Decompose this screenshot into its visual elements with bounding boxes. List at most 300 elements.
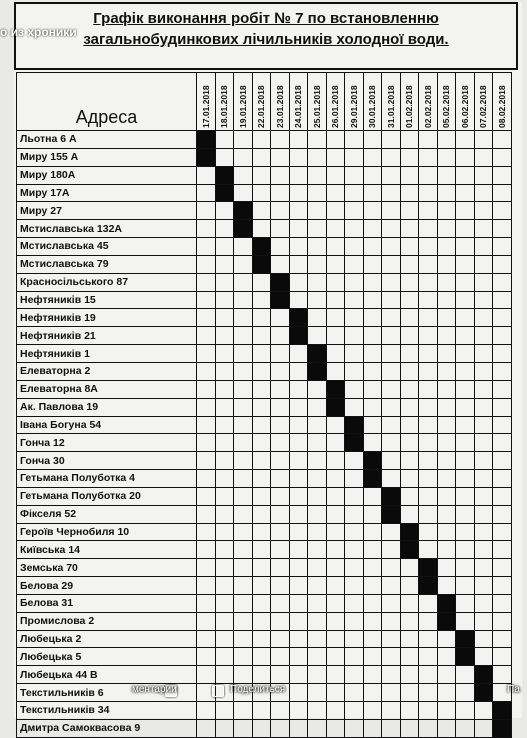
empty-day-cell [308,416,327,434]
empty-day-cell [289,238,308,256]
empty-day-cell [419,220,438,238]
date-label: 25.01.2018 [311,85,322,128]
empty-day-cell [419,487,438,505]
empty-day-cell [326,327,345,345]
empty-day-cell [474,131,493,149]
empty-day-cell [437,273,456,291]
empty-day-cell [215,238,234,256]
empty-day-cell [437,630,456,648]
empty-day-cell [456,541,475,559]
empty-day-cell [234,612,253,630]
empty-day-cell [419,238,438,256]
empty-day-cell [271,630,290,648]
empty-day-cell [289,702,308,720]
date-column-header [308,73,327,131]
date-label: 17.01.2018 [200,85,211,128]
empty-day-cell [326,238,345,256]
empty-day-cell [363,220,382,238]
empty-day-cell [363,309,382,327]
empty-day-cell [400,434,419,452]
empty-day-cell [215,309,234,327]
empty-day-cell [326,148,345,166]
empty-day-cell [197,220,216,238]
scheduled-day-cell [308,362,327,380]
empty-day-cell [271,220,290,238]
empty-day-cell [252,559,271,577]
empty-day-cell [363,255,382,273]
empty-day-cell [197,487,216,505]
empty-day-cell [345,452,364,470]
scheduled-day-cell [252,255,271,273]
empty-day-cell [419,309,438,327]
address-cell: Мстиславська 79 [17,255,197,273]
empty-day-cell [252,434,271,452]
empty-day-cell [252,505,271,523]
empty-day-cell [493,327,512,345]
empty-day-cell [437,345,456,363]
empty-day-cell [493,148,512,166]
empty-day-cell [289,291,308,309]
empty-day-cell [419,362,438,380]
edge-label[interactable]: Па [507,684,520,695]
empty-day-cell [382,255,401,273]
empty-day-cell [271,184,290,202]
empty-day-cell [456,309,475,327]
table-row [17,220,512,238]
empty-day-cell [326,666,345,684]
empty-day-cell [493,559,512,577]
empty-day-cell [197,238,216,256]
scheduled-day-cell [215,184,234,202]
empty-day-cell [308,255,327,273]
empty-day-cell [252,648,271,666]
empty-day-cell [437,505,456,523]
date-label: 31.01.2018 [385,85,396,128]
empty-day-cell [345,559,364,577]
empty-day-cell [419,184,438,202]
empty-day-cell [308,220,327,238]
scheduled-day-cell [345,416,364,434]
empty-day-cell [289,255,308,273]
scheduled-day-cell [215,166,234,184]
address-cell: Київська 14 [17,541,197,559]
empty-day-cell [474,380,493,398]
empty-day-cell [493,255,512,273]
empty-day-cell [493,666,512,684]
empty-day-cell [215,452,234,470]
empty-day-cell [289,577,308,595]
empty-day-cell [456,362,475,380]
empty-day-cell [234,594,253,612]
empty-day-cell [419,255,438,273]
empty-day-cell [215,612,234,630]
scheduled-day-cell [326,398,345,416]
empty-day-cell [345,684,364,702]
empty-day-cell [456,594,475,612]
scheduled-day-cell [437,612,456,630]
empty-day-cell [234,470,253,488]
empty-day-cell [215,702,234,720]
empty-day-cell [382,166,401,184]
empty-day-cell [419,452,438,470]
empty-day-cell [252,148,271,166]
empty-day-cell [271,148,290,166]
date-column-header [400,73,419,131]
empty-day-cell [400,345,419,363]
empty-day-cell [474,220,493,238]
empty-day-cell [456,719,475,737]
date-label: 08.02.2018 [496,85,507,128]
empty-day-cell [308,630,327,648]
empty-day-cell [400,362,419,380]
scheduled-day-cell [252,238,271,256]
empty-day-cell [271,434,290,452]
table-row [17,684,512,702]
empty-day-cell [326,684,345,702]
address-cell: Нефтяників 1 [17,345,197,363]
empty-day-cell [308,166,327,184]
empty-day-cell [493,273,512,291]
address-cell: Миру 155 А [17,148,197,166]
empty-day-cell [252,684,271,702]
empty-day-cell [474,470,493,488]
empty-day-cell [382,452,401,470]
empty-day-cell [215,202,234,220]
empty-day-cell [400,131,419,149]
empty-day-cell [197,255,216,273]
date-column-header [474,73,493,131]
empty-day-cell [308,612,327,630]
table-row [17,273,512,291]
empty-day-cell [382,238,401,256]
empty-day-cell [456,416,475,434]
empty-day-cell [493,648,512,666]
date-label: 06.02.2018 [459,85,470,128]
empty-day-cell [474,648,493,666]
empty-day-cell [234,148,253,166]
address-cell: Белова 31 [17,594,197,612]
empty-day-cell [400,309,419,327]
date-column-header [382,73,401,131]
empty-day-cell [437,309,456,327]
empty-day-cell [234,327,253,345]
empty-day-cell [493,523,512,541]
empty-day-cell [400,291,419,309]
empty-day-cell [345,166,364,184]
empty-day-cell [271,523,290,541]
empty-day-cell [363,148,382,166]
empty-day-cell [252,487,271,505]
empty-day-cell [271,470,290,488]
empty-day-cell [437,362,456,380]
empty-day-cell [252,719,271,737]
empty-day-cell [234,291,253,309]
empty-day-cell [419,291,438,309]
empty-day-cell [437,327,456,345]
empty-day-cell [252,398,271,416]
empty-day-cell [345,131,364,149]
empty-day-cell [308,184,327,202]
empty-day-cell [252,184,271,202]
empty-day-cell [400,719,419,737]
empty-day-cell [197,202,216,220]
empty-day-cell [363,416,382,434]
schedule-sheet [14,2,522,735]
empty-day-cell [400,577,419,595]
empty-day-cell [289,470,308,488]
empty-day-cell [493,452,512,470]
empty-day-cell [252,452,271,470]
empty-day-cell [252,273,271,291]
empty-day-cell [271,327,290,345]
empty-day-cell [234,434,253,452]
empty-day-cell [363,612,382,630]
empty-day-cell [215,505,234,523]
empty-day-cell [419,398,438,416]
empty-day-cell [363,184,382,202]
scheduled-day-cell [271,291,290,309]
empty-day-cell [308,131,327,149]
empty-day-cell [474,452,493,470]
empty-day-cell [382,523,401,541]
empty-day-cell [419,541,438,559]
empty-day-cell [345,255,364,273]
empty-day-cell [308,470,327,488]
address-cell: Гонча 12 [17,434,197,452]
address-cell: Миру 27 [17,202,197,220]
empty-day-cell [474,309,493,327]
empty-day-cell [197,452,216,470]
empty-day-cell [271,416,290,434]
empty-day-cell [308,309,327,327]
empty-day-cell [289,398,308,416]
empty-day-cell [197,523,216,541]
scheduled-day-cell [363,470,382,488]
empty-day-cell [215,220,234,238]
empty-day-cell [345,505,364,523]
empty-day-cell [234,630,253,648]
scheduled-day-cell [197,131,216,149]
empty-day-cell [271,309,290,327]
empty-day-cell [493,309,512,327]
address-cell: Гетьмана Полуботка 4 [17,470,197,488]
empty-day-cell [474,416,493,434]
empty-day-cell [215,630,234,648]
empty-day-cell [252,416,271,434]
empty-day-cell [345,541,364,559]
share-label[interactable]: Поделиться [230,684,286,695]
empty-day-cell [197,684,216,702]
scheduled-day-cell [271,273,290,291]
empty-day-cell [252,362,271,380]
empty-day-cell [234,309,253,327]
empty-day-cell [234,523,253,541]
empty-day-cell [437,398,456,416]
schedule-table [16,72,512,738]
empty-day-cell [474,702,493,720]
scheduled-day-cell [419,559,438,577]
table-row [17,702,512,720]
date-label: 02.02.2018 [422,85,433,128]
address-cell: Івана Богуна 54 [17,416,197,434]
empty-day-cell [437,148,456,166]
empty-day-cell [252,166,271,184]
empty-day-cell [215,666,234,684]
address-cell: Любецька 5 [17,648,197,666]
scheduled-day-cell [234,202,253,220]
empty-day-cell [345,470,364,488]
empty-day-cell [215,719,234,737]
scheduled-day-cell [345,434,364,452]
empty-day-cell [197,380,216,398]
empty-day-cell [271,648,290,666]
empty-day-cell [326,291,345,309]
empty-day-cell [197,505,216,523]
empty-day-cell [271,238,290,256]
empty-day-cell [437,184,456,202]
table-row [17,505,512,523]
empty-day-cell [308,398,327,416]
empty-day-cell [400,148,419,166]
address-cell: Гетьмана Полуботка 20 [17,487,197,505]
empty-day-cell [363,131,382,149]
empty-day-cell [326,273,345,291]
empty-day-cell [326,345,345,363]
empty-day-cell [234,559,253,577]
empty-day-cell [419,523,438,541]
scheduled-day-cell [363,452,382,470]
empty-day-cell [215,470,234,488]
empty-day-cell [252,345,271,363]
empty-day-cell [400,684,419,702]
empty-day-cell [437,470,456,488]
empty-day-cell [289,541,308,559]
empty-day-cell [400,594,419,612]
date-column-header [363,73,382,131]
empty-day-cell [400,452,419,470]
empty-day-cell [197,541,216,559]
table-row [17,719,512,737]
empty-day-cell [382,291,401,309]
empty-day-cell [308,505,327,523]
empty-day-cell [326,416,345,434]
empty-day-cell [382,666,401,684]
empty-day-cell [493,131,512,149]
empty-day-cell [474,184,493,202]
address-cell: Фікселя 52 [17,505,197,523]
date-label: 29.01.2018 [348,85,359,128]
empty-day-cell [437,380,456,398]
empty-day-cell [271,202,290,220]
empty-day-cell [400,184,419,202]
empty-day-cell [234,362,253,380]
empty-day-cell [493,684,512,702]
empty-day-cell [493,487,512,505]
empty-day-cell [289,380,308,398]
empty-day-cell [271,380,290,398]
empty-day-cell [382,702,401,720]
empty-day-cell [437,541,456,559]
empty-day-cell [252,702,271,720]
empty-day-cell [493,398,512,416]
empty-day-cell [456,273,475,291]
empty-day-cell [419,505,438,523]
empty-day-cell [271,487,290,505]
empty-day-cell [493,238,512,256]
empty-day-cell [474,166,493,184]
empty-day-cell [456,220,475,238]
address-cell: Елеваторна 8А [17,380,197,398]
empty-day-cell [363,702,382,720]
empty-day-cell [234,541,253,559]
empty-day-cell [234,184,253,202]
empty-day-cell [345,630,364,648]
address-column-header: Адреса [17,73,197,131]
date-label: 18.01.2018 [219,85,230,128]
address-cell: Героїв Чернобиля 10 [17,523,197,541]
address-cell: Земська 70 [17,559,197,577]
empty-day-cell [345,577,364,595]
empty-day-cell [326,523,345,541]
empty-day-cell [271,612,290,630]
empty-day-cell [252,291,271,309]
empty-day-cell [252,612,271,630]
empty-day-cell [215,362,234,380]
table-row [17,434,512,452]
empty-day-cell [215,541,234,559]
empty-day-cell [493,505,512,523]
empty-day-cell [456,345,475,363]
empty-day-cell [493,380,512,398]
empty-day-cell [493,202,512,220]
empty-day-cell [474,202,493,220]
empty-day-cell [234,416,253,434]
empty-day-cell [345,523,364,541]
empty-day-cell [400,648,419,666]
comments-label[interactable]: ментарии [132,684,177,695]
empty-day-cell [419,380,438,398]
empty-day-cell [456,612,475,630]
empty-day-cell [382,684,401,702]
table-row [17,131,512,149]
empty-day-cell [382,416,401,434]
empty-day-cell [493,594,512,612]
empty-day-cell [456,184,475,202]
empty-day-cell [326,184,345,202]
empty-day-cell [197,327,216,345]
empty-day-cell [419,327,438,345]
empty-day-cell [456,702,475,720]
empty-day-cell [197,309,216,327]
empty-day-cell [400,612,419,630]
empty-day-cell [308,594,327,612]
empty-day-cell [382,594,401,612]
empty-day-cell [382,541,401,559]
empty-day-cell [289,202,308,220]
empty-day-cell [271,345,290,363]
scheduled-day-cell [308,345,327,363]
empty-day-cell [289,452,308,470]
empty-day-cell [493,630,512,648]
empty-day-cell [382,719,401,737]
empty-day-cell [308,523,327,541]
empty-day-cell [234,719,253,737]
empty-day-cell [382,220,401,238]
date-label: 26.01.2018 [330,85,341,128]
empty-day-cell [289,131,308,149]
empty-day-cell [382,398,401,416]
empty-day-cell [271,541,290,559]
